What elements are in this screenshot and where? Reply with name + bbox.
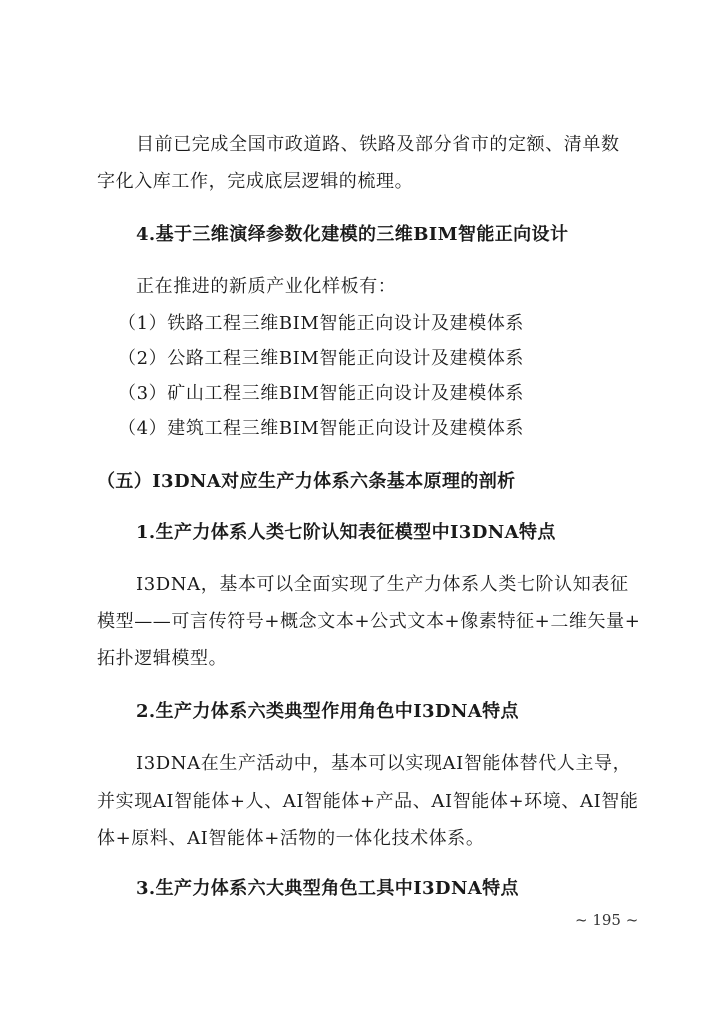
subsection-heading: 1.生产力体系人类七阶认知表征模型中I3DNA特点 [136,522,556,543]
list-item: （2）公路工程三维BIM智能正向设计及建模体系 [118,348,525,369]
body-text-line: 字化入库工作，完成底层逻辑的梳理。 [97,171,414,192]
body-text-line: 拓扑逻辑模型。 [97,648,228,669]
body-text-line: 模型——可言传符号+概念文本+公式文本+像素特征+二维矢量+ [97,611,641,632]
body-text-line: 体+原料、AI智能体+活物的一体化技术体系。 [97,828,485,849]
body-text-line: 目前已完成全国市政道路、铁路及部分省市的定额、清单数 [136,134,620,155]
list-item: （4）建筑工程三维BIM智能正向设计及建模体系 [118,418,525,439]
subsection-heading: 2.生产力体系六类典型作用角色中I3DNA特点 [136,701,519,722]
body-text-line: I3DNA在生产活动中，基本可以实现AI智能体替代人主导， [136,753,632,774]
subsection-heading: 3.生产力体系六大典型角色工具中I3DNA特点 [136,878,519,899]
section-heading: 4.基于三维演绎参数化建模的三维BIM智能正向设计 [136,224,569,245]
list-item: （1）铁路工程三维BIM智能正向设计及建模体系 [118,313,525,334]
body-text-line: I3DNA，基本可以全面实现了生产力体系人类七阶认知表征 [136,574,629,595]
list-item: （3）矿山工程三维BIM智能正向设计及建模体系 [118,383,525,404]
body-text-line: 正在推进的新质产业化样板有： [136,276,397,297]
body-text-line: 并实现AI智能体+人、AI智能体+产品、AI智能体+环境、AI智能 [97,791,639,812]
page-number: ~ 195 ~ [575,911,639,929]
section-heading: （五）I3DNA对应生产力体系六条基本原理的剖析 [97,471,516,492]
